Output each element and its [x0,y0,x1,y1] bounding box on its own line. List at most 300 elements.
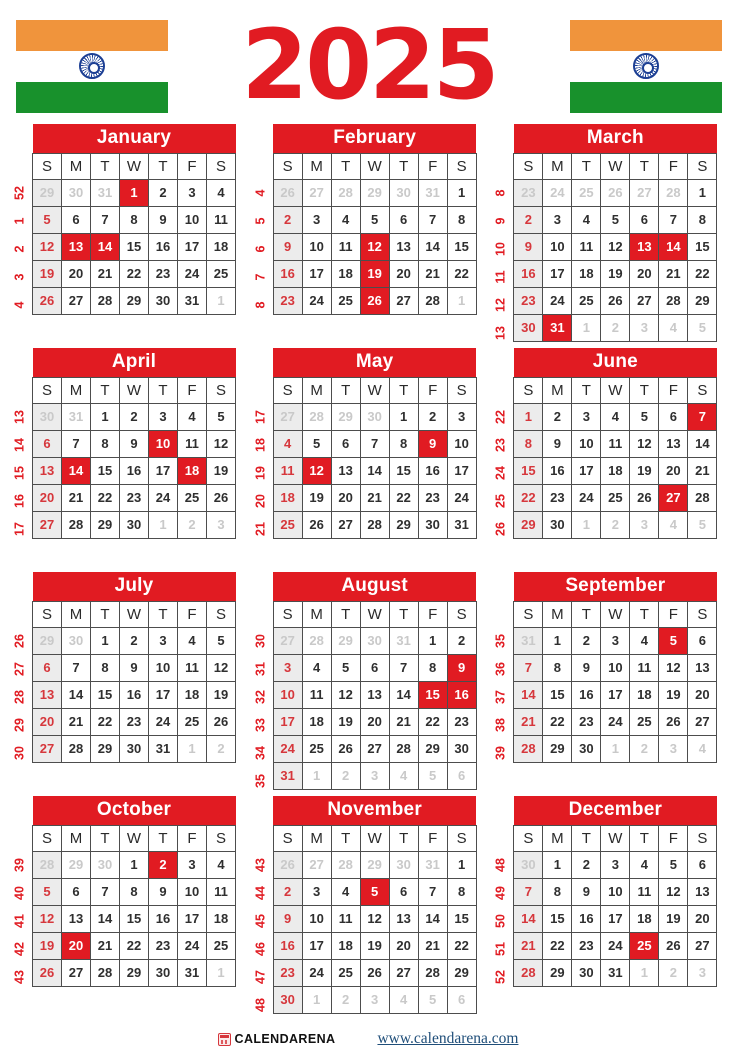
month-march [488,124,729,348]
months-grid [7,124,729,1020]
date-cell: 28 [659,179,688,206]
date-cell: 30 [418,511,447,538]
date-cell: 15 [447,233,476,260]
date-cell: 18 [601,457,630,484]
date-cell: 19 [207,681,236,708]
week-row [33,654,236,681]
date-cell: 14 [389,681,418,708]
date-cell: 20 [360,708,389,735]
date-cell: 26 [302,511,331,538]
date-cell: 14 [688,430,717,457]
week-number-column [248,572,273,795]
week-row [514,735,717,762]
date-cell: 26 [659,708,688,735]
date-cell: 13 [389,905,418,932]
week-number: 26 [493,522,508,536]
day-header: S [514,377,543,403]
page-header [0,0,736,122]
date-cell: 31 [514,627,543,654]
date-cell: 6 [62,206,91,233]
week-row [514,314,717,341]
month-table [32,348,236,539]
date-cell: 22 [91,484,120,511]
month-header-row [514,572,717,601]
flag-white-band [570,51,722,82]
date-cell: 13 [630,233,659,260]
week-row [273,878,476,905]
week-number: 27 [12,662,27,676]
date-cell: 3 [630,511,659,538]
date-cell: 6 [447,986,476,1013]
date-cell: 1 [543,851,572,878]
week-row [514,878,717,905]
date-cell: 14 [91,233,120,260]
date-cell: 14 [659,233,688,260]
day-header: T [389,825,418,851]
day-header: S [33,153,62,179]
date-cell: 2 [149,179,178,206]
week-row [273,762,476,789]
date-cell: 22 [120,260,149,287]
date-cell: 25 [178,484,207,511]
week-row [273,851,476,878]
date-cell: 24 [543,179,572,206]
date-cell: 30 [514,851,543,878]
date-cell: 29 [331,627,360,654]
week-number: 50 [493,914,508,928]
month-table [513,572,717,763]
month-title: July [33,572,236,601]
date-cell: 14 [62,457,91,484]
week-number-column [7,348,32,543]
date-cell: 23 [514,179,543,206]
week-number: 4 [253,189,268,197]
date-cell: 24 [302,959,331,986]
date-cell: 9 [149,878,178,905]
date-cell: 28 [418,959,447,986]
date-cell: 2 [601,511,630,538]
month-header-row [273,796,476,825]
day-header: S [514,825,543,851]
date-cell: 5 [207,627,236,654]
day-header-row [33,601,236,627]
date-cell: 12 [302,457,331,484]
date-cell: 8 [447,878,476,905]
date-cell: 23 [273,287,302,314]
date-cell: 8 [688,206,717,233]
week-number: 36 [493,662,508,676]
date-cell: 24 [601,932,630,959]
date-cell: 4 [601,403,630,430]
week-row [273,932,476,959]
day-header: S [447,377,476,403]
day-header: S [273,377,302,403]
week-row [514,430,717,457]
date-cell: 11 [331,233,360,260]
date-cell: 5 [688,511,717,538]
week-number: 52 [493,970,508,984]
date-cell: 16 [572,905,601,932]
date-cell: 30 [572,735,601,762]
date-cell: 15 [688,233,717,260]
week-row [273,627,476,654]
month-header-row [33,796,236,825]
date-cell: 15 [514,457,543,484]
week-row [273,735,476,762]
date-cell: 31 [447,511,476,538]
week-row [273,233,476,260]
day-header: S [33,377,62,403]
date-cell: 1 [630,959,659,986]
date-cell: 7 [91,206,120,233]
week-row [273,959,476,986]
week-number: 42 [12,942,27,956]
date-cell: 25 [273,511,302,538]
week-number: 35 [253,774,268,788]
date-cell: 29 [33,179,62,206]
date-cell: 27 [273,627,302,654]
date-cell: 4 [331,206,360,233]
month-title: February [273,124,476,153]
date-cell: 22 [543,708,572,735]
date-cell: 18 [273,484,302,511]
week-number: 8 [253,301,268,309]
date-cell: 7 [514,878,543,905]
date-cell: 25 [572,179,601,206]
day-header: F [659,153,688,179]
date-cell: 22 [543,932,572,959]
date-cell: 6 [389,878,418,905]
day-header: T [630,825,659,851]
day-header: S [447,825,476,851]
date-cell: 10 [302,905,331,932]
date-cell: 27 [659,484,688,511]
date-cell: 22 [447,260,476,287]
date-cell: 2 [207,735,236,762]
date-cell: 28 [418,287,447,314]
date-cell: 18 [572,260,601,287]
date-cell: 28 [331,851,360,878]
week-row [514,932,717,959]
date-cell: 29 [418,735,447,762]
date-cell: 4 [331,878,360,905]
date-cell: 20 [389,260,418,287]
date-cell: 30 [360,403,389,430]
week-number: 13 [12,410,27,424]
week-row [514,654,717,681]
date-cell: 26 [659,932,688,959]
date-cell: 29 [33,627,62,654]
month-header-row [514,348,717,377]
date-cell: 17 [447,457,476,484]
date-cell: 9 [273,233,302,260]
week-number-column [488,124,513,347]
date-cell: 2 [630,735,659,762]
date-cell: 3 [601,627,630,654]
date-cell: 6 [688,627,717,654]
date-cell: 29 [120,959,149,986]
date-cell: 18 [207,905,236,932]
date-cell: 13 [331,457,360,484]
week-row [273,708,476,735]
week-number: 12 [493,298,508,312]
date-cell: 4 [630,627,659,654]
day-header: S [514,601,543,627]
date-cell: 20 [688,681,717,708]
week-row [33,484,236,511]
date-cell: 28 [389,735,418,762]
date-cell: 10 [543,233,572,260]
date-cell: 10 [149,430,178,457]
day-header: W [360,601,389,627]
day-header: F [418,377,447,403]
date-cell: 27 [360,735,389,762]
date-cell: 20 [62,260,91,287]
date-cell: 20 [389,932,418,959]
date-cell: 30 [62,627,91,654]
date-cell: 26 [331,735,360,762]
date-cell: 21 [688,457,717,484]
day-header: M [543,825,572,851]
week-number: 32 [253,690,268,704]
date-cell: 7 [418,206,447,233]
date-cell: 5 [207,403,236,430]
date-cell: 13 [659,430,688,457]
date-cell: 1 [302,762,331,789]
week-number-column [488,348,513,543]
week-number: 4 [12,301,27,309]
date-cell: 27 [62,287,91,314]
month-october [7,796,248,1020]
date-cell: 26 [33,287,62,314]
date-cell: 1 [572,314,601,341]
date-cell: 12 [33,905,62,932]
date-cell: 16 [447,681,476,708]
date-cell: 3 [360,762,389,789]
date-cell: 26 [273,851,302,878]
week-number: 19 [253,466,268,480]
week-number: 16 [12,494,27,508]
month-title: September [514,572,717,601]
month-june [488,348,729,572]
date-cell: 26 [601,179,630,206]
month-header-row [273,348,476,377]
week-row [33,932,236,959]
week-row [33,260,236,287]
week-row [33,878,236,905]
week-number: 48 [253,998,268,1012]
date-cell: 10 [273,681,302,708]
date-cell: 1 [207,287,236,314]
date-cell: 7 [418,878,447,905]
date-cell: 28 [360,511,389,538]
week-number: 39 [493,746,508,760]
day-header: S [33,601,62,627]
date-cell: 3 [630,314,659,341]
date-cell: 21 [659,260,688,287]
week-number: 21 [253,522,268,536]
date-cell: 25 [630,708,659,735]
day-header: S [447,153,476,179]
week-row [514,959,717,986]
date-cell: 2 [543,403,572,430]
flag-white-band [16,51,168,82]
date-cell: 24 [601,708,630,735]
week-number: 43 [12,970,27,984]
date-cell: 17 [273,708,302,735]
date-cell: 15 [418,681,447,708]
week-row [33,681,236,708]
date-cell: 28 [91,287,120,314]
month-header-row [514,124,717,153]
date-cell: 31 [389,627,418,654]
day-header: T [572,601,601,627]
date-cell: 18 [178,457,207,484]
day-header: S [273,153,302,179]
day-header: T [149,825,178,851]
date-cell: 27 [273,403,302,430]
date-cell: 27 [630,287,659,314]
day-header: F [659,377,688,403]
date-cell: 27 [33,735,62,762]
date-cell: 18 [331,260,360,287]
month-table [513,796,717,987]
flag-green-band [570,82,722,113]
date-cell: 23 [149,260,178,287]
day-header: S [273,601,302,627]
day-header: T [389,153,418,179]
date-cell: 21 [514,708,543,735]
week-row [33,735,236,762]
date-cell: 14 [514,905,543,932]
date-cell: 14 [514,681,543,708]
date-cell: 22 [688,260,717,287]
date-cell: 25 [302,735,331,762]
date-cell: 15 [543,905,572,932]
date-cell: 1 [91,627,120,654]
date-cell: 3 [178,851,207,878]
date-cell: 19 [331,708,360,735]
week-number-column [7,796,32,991]
day-header: W [120,601,149,627]
month-title: November [273,796,476,825]
date-cell: 2 [659,959,688,986]
week-row [33,959,236,986]
week-row [273,511,476,538]
date-cell: 1 [389,403,418,430]
date-cell: 23 [120,484,149,511]
week-row [273,986,476,1013]
date-cell: 17 [149,457,178,484]
date-cell: 7 [91,878,120,905]
date-cell: 9 [418,430,447,457]
date-cell: 9 [447,654,476,681]
date-cell: 4 [572,206,601,233]
week-number: 8 [493,189,508,197]
date-cell: 17 [302,260,331,287]
day-header: T [91,377,120,403]
date-cell: 7 [688,403,717,430]
date-cell: 10 [447,430,476,457]
month-header-row [33,348,236,377]
date-cell: 24 [149,484,178,511]
date-cell: 30 [91,851,120,878]
date-cell: 6 [33,654,62,681]
date-cell: 9 [543,430,572,457]
date-cell: 8 [91,430,120,457]
week-number: 40 [12,886,27,900]
date-cell: 13 [62,905,91,932]
year-title: 2025 [241,9,497,122]
date-cell: 10 [601,878,630,905]
date-cell: 3 [360,986,389,1013]
date-cell: 1 [572,511,601,538]
date-cell: 28 [331,179,360,206]
week-row [33,627,236,654]
date-cell: 18 [331,932,360,959]
date-cell: 26 [273,179,302,206]
date-cell: 19 [33,932,62,959]
date-cell: 11 [178,430,207,457]
date-cell: 27 [389,287,418,314]
week-number-column [248,796,273,1019]
week-number: 46 [253,942,268,956]
week-number: 43 [253,858,268,872]
week-number: 44 [253,886,268,900]
day-header: S [207,377,236,403]
date-cell: 2 [601,314,630,341]
date-cell: 8 [120,878,149,905]
month-table [513,348,717,539]
week-row [514,287,717,314]
date-cell: 4 [302,654,331,681]
date-cell: 19 [630,457,659,484]
date-cell: 21 [91,260,120,287]
day-header: S [688,825,717,851]
website-link[interactable]: www.calendarena.com [377,1030,519,1047]
date-cell: 28 [33,851,62,878]
date-cell: 10 [149,654,178,681]
week-row [514,708,717,735]
date-cell: 1 [207,959,236,986]
date-cell: 23 [572,932,601,959]
date-cell: 12 [659,878,688,905]
month-title: December [514,796,717,825]
date-cell: 27 [688,932,717,959]
day-header: M [302,601,331,627]
week-number: 9 [493,217,508,225]
month-november [248,796,489,1020]
date-cell: 28 [91,959,120,986]
month-title: August [273,572,476,601]
day-header: T [91,601,120,627]
date-cell: 6 [360,654,389,681]
date-cell: 8 [389,430,418,457]
date-cell: 10 [178,206,207,233]
date-cell: 3 [543,206,572,233]
month-header-row [514,796,717,825]
week-number: 3 [12,273,27,281]
date-cell: 5 [33,206,62,233]
week-row [514,511,717,538]
date-cell: 30 [149,959,178,986]
month-table [273,796,477,1014]
week-number: 14 [12,438,27,452]
week-row [273,206,476,233]
day-header: M [62,601,91,627]
date-cell: 16 [273,260,302,287]
day-header: T [630,377,659,403]
